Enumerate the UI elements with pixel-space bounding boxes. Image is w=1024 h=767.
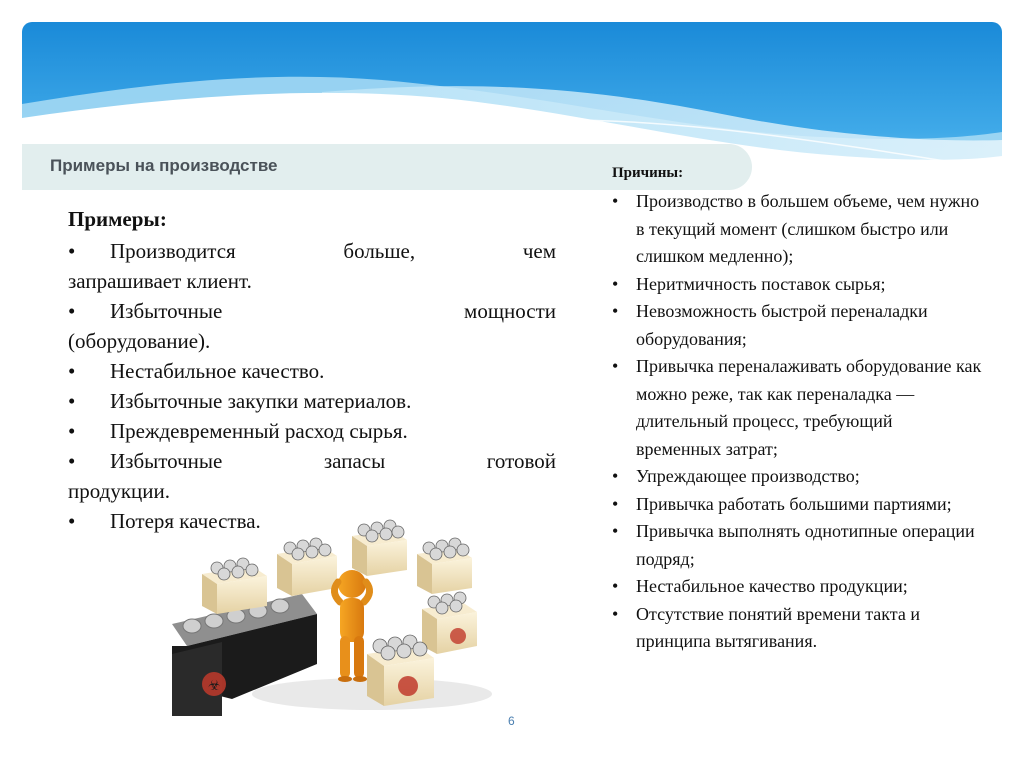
stock-box xyxy=(417,538,472,594)
list-item: • Невозможность быстрой переналадки оборудования; xyxy=(612,298,982,353)
worker-with-overstock-boxes-illustration xyxy=(172,514,495,716)
stock-box xyxy=(367,635,434,706)
examples-list xyxy=(68,236,556,536)
list-item: • Привычка работать большими партиями; xyxy=(612,491,982,519)
examples-heading: Примеры: xyxy=(68,207,167,231)
stock-box xyxy=(352,520,407,576)
list-item: • Производится больше, чем xyxy=(68,239,556,263)
worker-figure xyxy=(334,570,369,682)
causes-list xyxy=(612,188,982,656)
slide xyxy=(22,22,1002,752)
list-item: • Нестабильное качество. xyxy=(68,359,325,383)
list-item: • Избыточные закупки материалов. xyxy=(68,389,412,413)
causes-heading: Причины: xyxy=(612,165,684,181)
list-item-continued: (оборудование). xyxy=(68,329,211,353)
list-item: • Упреждающее производство; xyxy=(612,463,982,491)
slide-title: Примеры на производстве xyxy=(50,156,278,175)
examples-column xyxy=(68,204,556,536)
stock-box xyxy=(422,592,477,654)
list-item: • Нестабильное качество продукции; xyxy=(612,573,982,601)
list-item: • Неритмичность поставок сырья; xyxy=(612,271,982,299)
svg-text:☣: ☣ xyxy=(208,678,221,694)
list-item: • Привычка выполнять однотипные операции подряд; xyxy=(612,518,982,573)
stock-box xyxy=(202,558,267,614)
list-item: • Избыточные запасы готовой xyxy=(68,449,556,473)
list-item: • Преждевременный расход сырья. xyxy=(68,419,408,443)
list-item: • Привычка переналаживать оборудование как можно реже, так как переналадка — длительный процесс, требующий временных затрат; xyxy=(612,353,982,463)
page-number: 6 xyxy=(508,714,515,728)
list-item: • Избыточные мощности xyxy=(68,299,556,323)
list-item: • Отсутствие понятий времени такта и принципа вытягивания. xyxy=(612,601,982,656)
list-item-continued: запрашивает клиент. xyxy=(68,269,252,293)
causes-column xyxy=(612,162,982,656)
list-item: • Потеря качества. xyxy=(68,509,261,533)
list-item-continued: продукции. xyxy=(68,479,170,503)
list-item: • Производство в большем объеме, чем нужно в текущий момент (слишком быстро или слишком медленно); xyxy=(612,188,982,271)
stock-box xyxy=(277,538,337,596)
